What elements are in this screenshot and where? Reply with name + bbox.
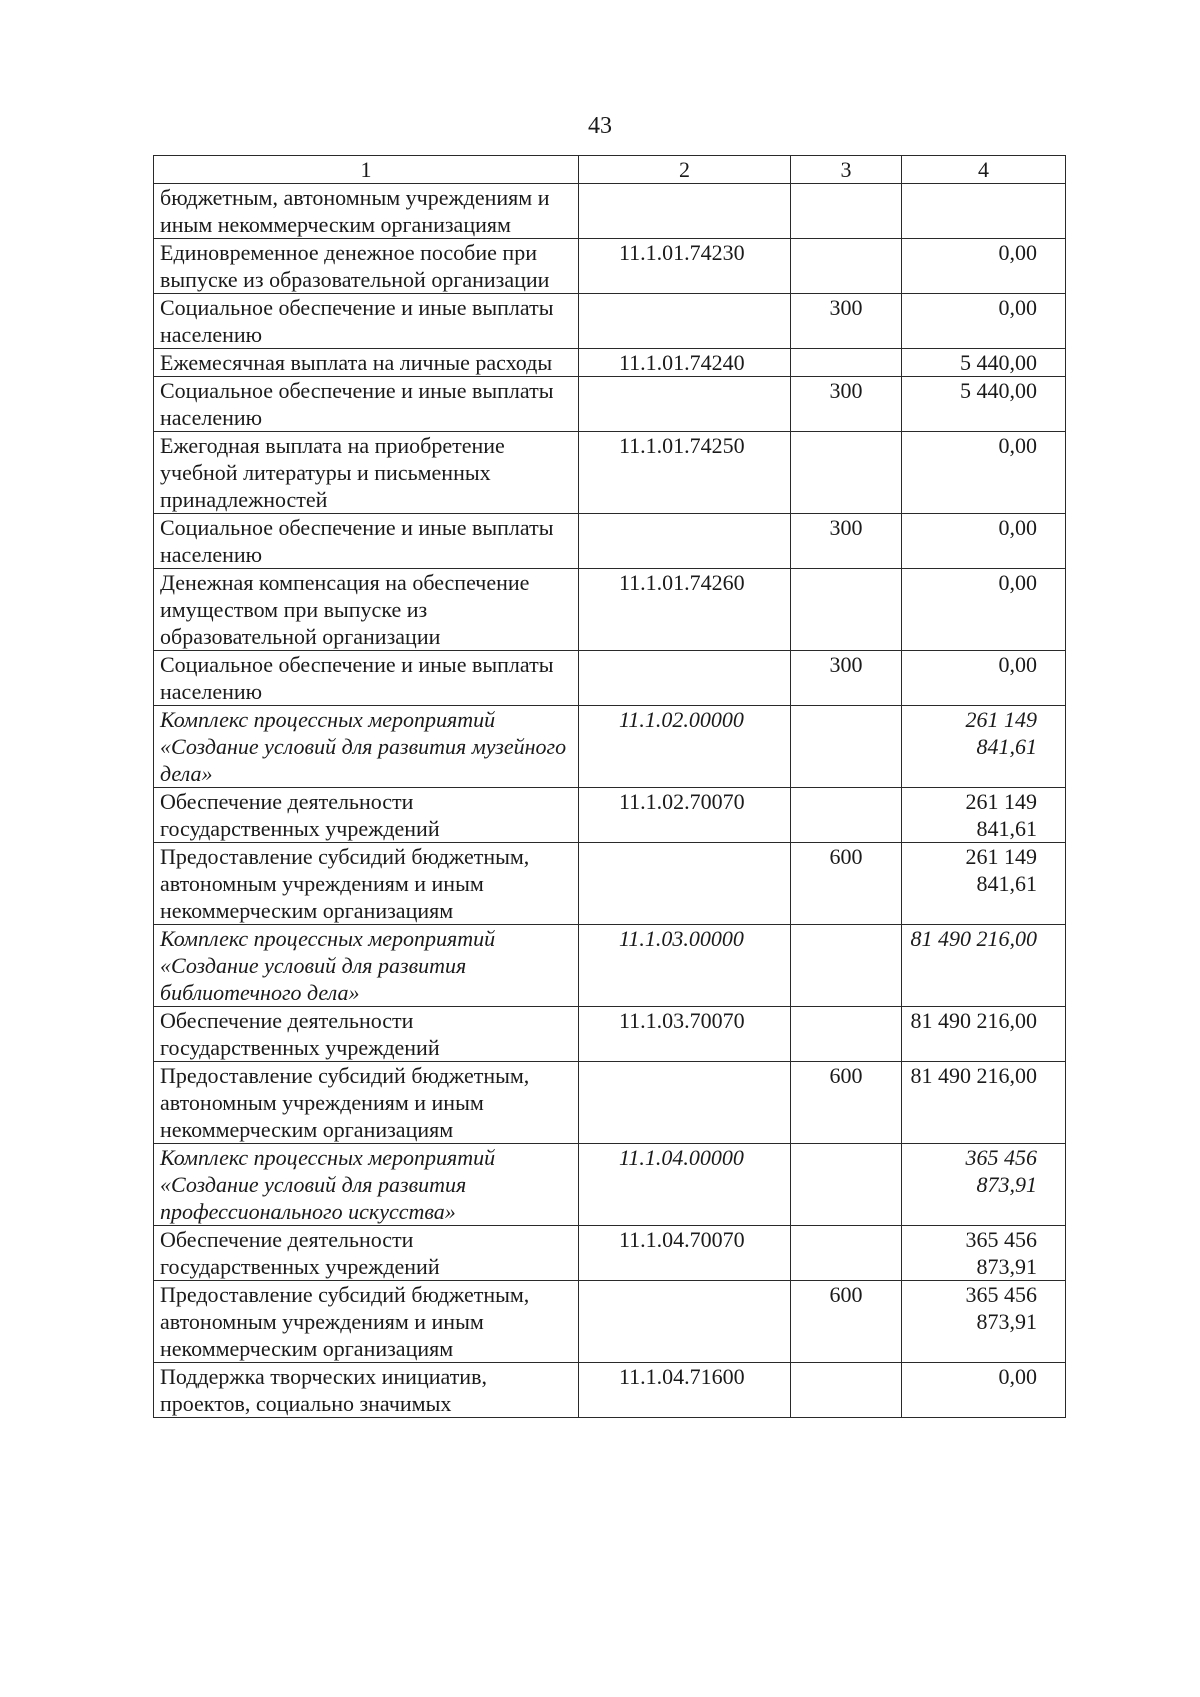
page-number: 43	[588, 113, 612, 139]
table-row	[154, 1363, 1066, 1418]
row-code-cell: 11.1.03.00000	[579, 925, 791, 1007]
row-amount-cell: 81 490 216,00	[902, 925, 1066, 1007]
row-name-cell: Обеспечение деятельности государственных учреждений	[154, 1007, 579, 1062]
row-code-cell: 11.1.02.70070	[579, 788, 791, 843]
table-row	[154, 432, 1066, 514]
row-amount-cell: 81 490 216,00	[902, 1007, 1066, 1062]
column-header-4: 4	[902, 156, 1066, 184]
row-amount-cell: 0,00	[902, 651, 1066, 706]
row-code-cell	[579, 514, 791, 569]
table-row	[154, 1062, 1066, 1144]
row-amount-cell: 5 440,00	[902, 349, 1066, 377]
row-name-cell: Ежемесячная выплата на личные расходы	[154, 349, 579, 377]
row-expense-type-cell	[791, 1226, 902, 1281]
row-expense-type-cell	[791, 1363, 902, 1418]
row-code-cell	[579, 651, 791, 706]
row-amount-cell: 0,00	[902, 1363, 1066, 1418]
row-code-cell: 11.1.03.70070	[579, 1007, 791, 1062]
row-code-cell: 11.1.04.71600	[579, 1363, 791, 1418]
row-expense-type-cell	[791, 788, 902, 843]
table-row	[154, 1226, 1066, 1281]
row-amount-cell: 0,00	[902, 294, 1066, 349]
column-header-2: 2	[579, 156, 791, 184]
row-code-cell: 11.1.01.74260	[579, 569, 791, 651]
row-expense-type-cell	[791, 706, 902, 788]
row-expense-type-cell	[791, 925, 902, 1007]
row-code-cell: 11.1.01.74250	[579, 432, 791, 514]
row-expense-type-cell	[791, 432, 902, 514]
row-code-cell	[579, 184, 791, 239]
table-body	[154, 156, 1066, 1418]
row-name-cell: Комплекс процессных мероприятий «Создание условий для развития библиотечного дела»	[154, 925, 579, 1007]
row-amount-cell: 365 456 873,91	[902, 1144, 1066, 1226]
row-expense-type-cell: 600	[791, 1281, 902, 1363]
table-row	[154, 349, 1066, 377]
table-row	[154, 514, 1066, 569]
row-code-cell	[579, 294, 791, 349]
table-row	[154, 377, 1066, 432]
column-header-1: 1	[154, 156, 579, 184]
row-expense-type-cell	[791, 569, 902, 651]
row-amount-cell: 5 440,00	[902, 377, 1066, 432]
row-amount-cell: 365 456 873,91	[902, 1281, 1066, 1363]
table-header-row	[154, 156, 1066, 184]
row-name-cell: Предоставление субсидий бюджетным, автономным учреждениям и иным некоммерческим организациям	[154, 1062, 579, 1144]
row-expense-type-cell	[791, 184, 902, 239]
column-header-3: 3	[791, 156, 902, 184]
row-name-cell: Комплекс процессных мероприятий «Создание условий для развития профессионального искусства»	[154, 1144, 579, 1226]
row-name-cell: Ежегодная выплата на приобретение учебной литературы и письменных принадлежностей	[154, 432, 579, 514]
row-name-cell: Обеспечение деятельности государственных учреждений	[154, 1226, 579, 1281]
row-code-cell: 11.1.01.74230	[579, 239, 791, 294]
row-expense-type-cell	[791, 1144, 902, 1226]
row-amount-cell: 0,00	[902, 239, 1066, 294]
row-expense-type-cell: 300	[791, 651, 902, 706]
row-name-cell: Комплекс процессных мероприятий «Создание условий для развития музейного дела»	[154, 706, 579, 788]
table-row	[154, 1007, 1066, 1062]
row-name-cell: бюджетным, автономным учреждениям и иным некоммерческим организациям	[154, 184, 579, 239]
table-row	[154, 706, 1066, 788]
row-name-cell: Единовременное денежное пособие при выпуске из образовательной организации	[154, 239, 579, 294]
row-expense-type-cell: 600	[791, 843, 902, 925]
row-code-cell	[579, 1281, 791, 1363]
row-expense-type-cell	[791, 239, 902, 294]
row-amount-cell: 0,00	[902, 432, 1066, 514]
row-name-cell: Поддержка творческих инициатив, проектов, социально значимых	[154, 1363, 579, 1418]
row-amount-cell: 81 490 216,00	[902, 1062, 1066, 1144]
row-amount-cell: 365 456 873,91	[902, 1226, 1066, 1281]
row-name-cell: Социальное обеспечение и иные выплаты населению	[154, 651, 579, 706]
row-code-cell	[579, 377, 791, 432]
row-amount-cell	[902, 184, 1066, 239]
row-amount-cell: 0,00	[902, 514, 1066, 569]
row-name-cell: Денежная компенсация на обеспечение имуществом при выпуске из образовательной организации	[154, 569, 579, 651]
table-row	[154, 1144, 1066, 1226]
budget-table	[153, 155, 1066, 1418]
table-row	[154, 651, 1066, 706]
row-expense-type-cell: 300	[791, 514, 902, 569]
table-row	[154, 843, 1066, 925]
table-row	[154, 925, 1066, 1007]
row-name-cell: Социальное обеспечение и иные выплаты населению	[154, 514, 579, 569]
table-row	[154, 294, 1066, 349]
row-amount-cell: 0,00	[902, 569, 1066, 651]
row-expense-type-cell: 600	[791, 1062, 902, 1144]
row-expense-type-cell	[791, 349, 902, 377]
row-code-cell	[579, 843, 791, 925]
table-row	[154, 1281, 1066, 1363]
table-row	[154, 569, 1066, 651]
row-name-cell: Социальное обеспечение и иные выплаты населению	[154, 294, 579, 349]
row-code-cell: 11.1.01.74240	[579, 349, 791, 377]
row-name-cell: Предоставление субсидий бюджетным, автономным учреждениям и иным некоммерческим организациям	[154, 1281, 579, 1363]
row-code-cell: 11.1.04.00000	[579, 1144, 791, 1226]
table-row	[154, 239, 1066, 294]
row-name-cell: Социальное обеспечение и иные выплаты населению	[154, 377, 579, 432]
row-amount-cell: 261 149 841,61	[902, 706, 1066, 788]
row-expense-type-cell: 300	[791, 377, 902, 432]
row-expense-type-cell	[791, 1007, 902, 1062]
row-code-cell: 11.1.02.00000	[579, 706, 791, 788]
row-code-cell: 11.1.04.70070	[579, 1226, 791, 1281]
row-code-cell	[579, 1062, 791, 1144]
row-expense-type-cell: 300	[791, 294, 902, 349]
row-name-cell: Предоставление субсидий бюджетным, автономным учреждениям и иным некоммерческим организациям	[154, 843, 579, 925]
row-name-cell: Обеспечение деятельности государственных учреждений	[154, 788, 579, 843]
table-row	[154, 184, 1066, 239]
row-amount-cell: 261 149 841,61	[902, 843, 1066, 925]
row-amount-cell: 261 149 841,61	[902, 788, 1066, 843]
table-row	[154, 788, 1066, 843]
